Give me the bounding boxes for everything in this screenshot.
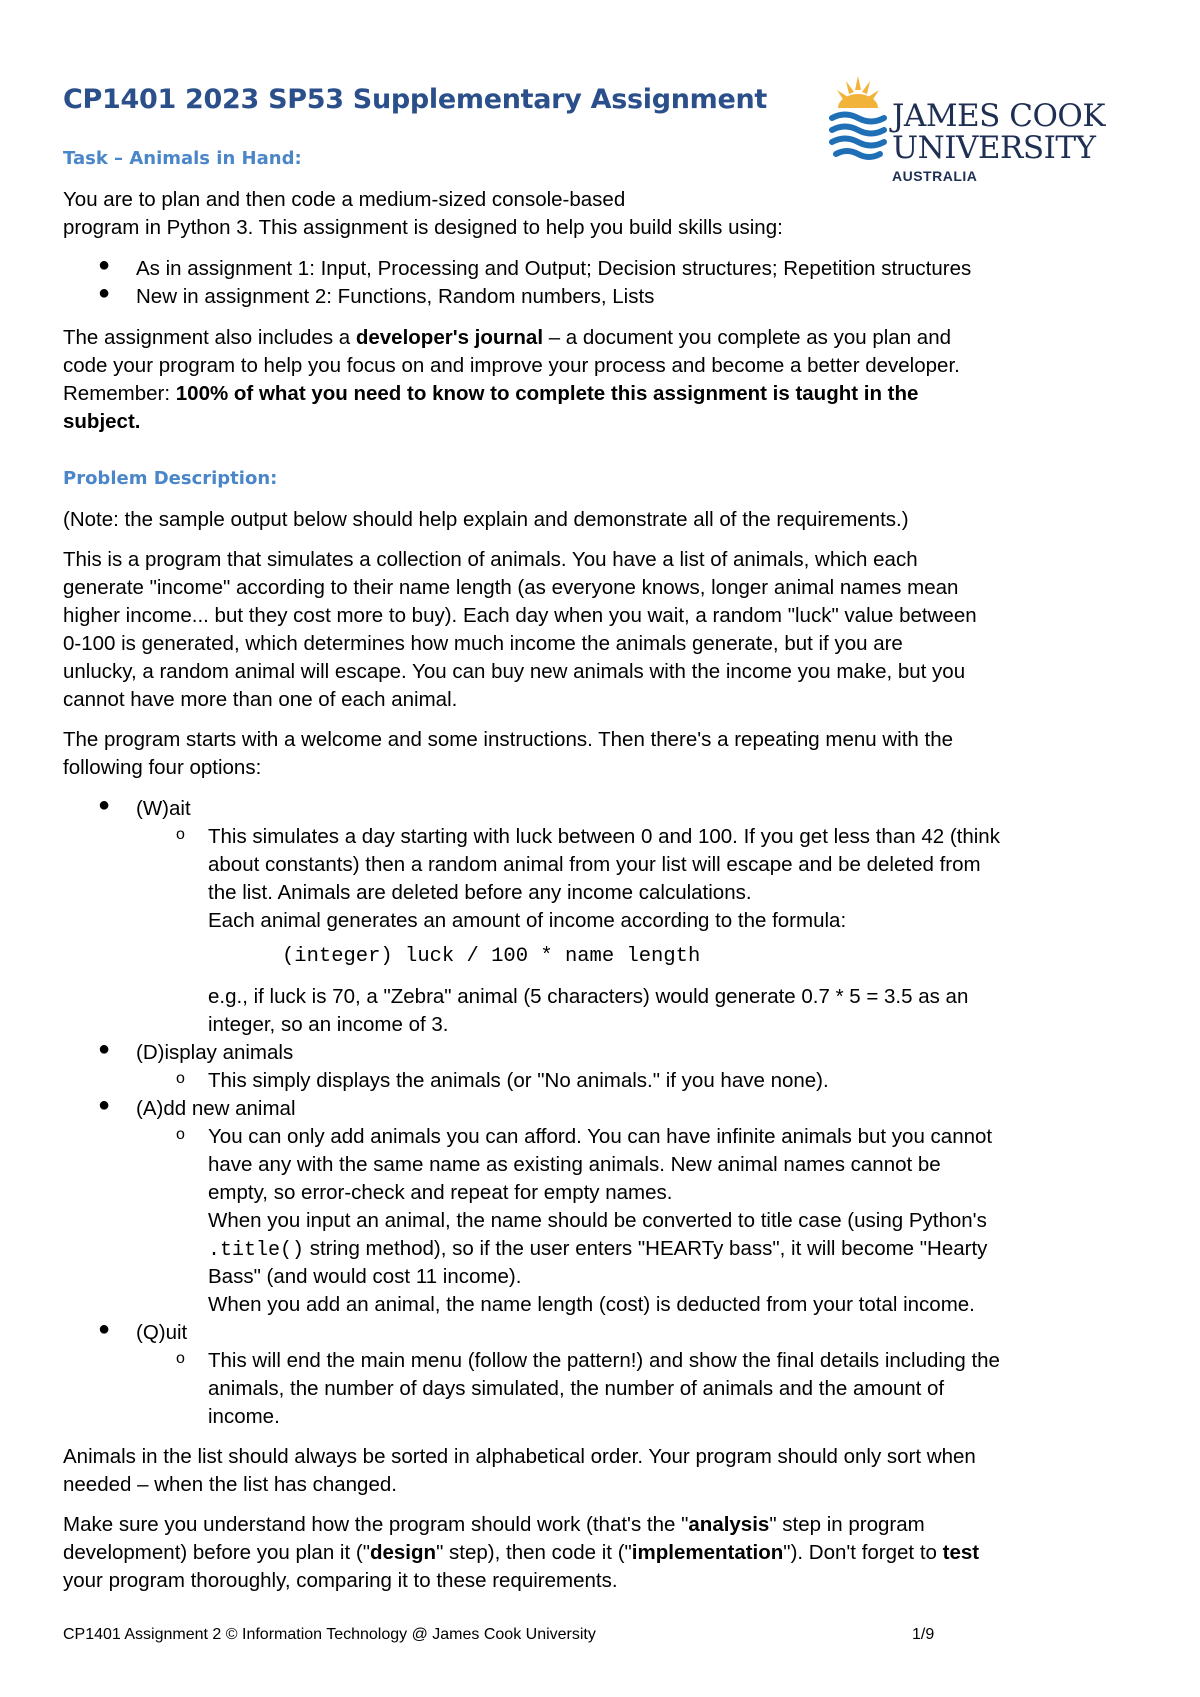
intro-line-1: You are to plan and then code a medium-sized console-based [63,188,626,211]
journal-paragraph: The assignment also includes a developer's journal – a document you complete as you plan and [63,326,952,349]
sub-bullet-icon: o [176,826,185,843]
sub-bullet-icon: o [176,1350,185,1367]
logo-line-2: UNIVERSITY [892,130,1096,166]
wait-line: This simulates a day starting with luck between 0 and 100. If you get less than 42 (think [208,825,1000,848]
wait-example: e.g., if luck is 70, a "Zebra" animal (5 characters) would generate 0.7 * 5 = 3.5 as an [208,985,969,1008]
bullet-icon: ● [98,794,111,816]
note-paragraph: (Note: the sample output below should help explain and demonstrate all of the requirements.) [63,508,909,531]
bullet-icon: ● [98,1318,111,1340]
problem-heading: Problem Description: [63,468,278,489]
sun-wave-emblem-icon [826,76,890,176]
desc-line: This is a program that simulates a collection of animals. You have a list of animals, which each [63,548,918,571]
desc-line: cannot have more than one of each animal. [63,688,458,711]
add-line: Bass" (and would cost 11 income). [208,1265,522,1288]
income-formula: (integer) luck / 100 * name length [282,945,701,968]
display-line: This simply displays the animals (or "No animals." if you have none). [208,1069,829,1092]
logo-line-3: AUSTRALIA [892,168,978,184]
desc-line: 0-100 is generated, which determines how much income the animals generate, but if you are [63,632,903,655]
add-option-label: (A)dd new animal [136,1097,296,1120]
bullet-icon: ● [98,254,111,276]
menu-intro-line: following four options: [63,756,262,779]
sorted-line: Animals in the list should always be sorted in alphabetical order. Your program should only sort when [63,1445,976,1468]
bullet-icon: ● [98,282,111,304]
display-option-label: (D)isplay animals [136,1041,294,1064]
wait-line: about constants) then a random animal from your list will escape and be deleted from [208,853,981,876]
journal-line-2: code your program to help you focus on and improve your process and become a better developer. [63,354,960,377]
wait-line: the list. Animals are deleted before any income calculations. [208,881,752,904]
add-line: When you input an animal, the name should be converted to title case (using Python's [208,1209,987,1232]
wait-option-label: (W)ait [136,797,191,820]
list-item: New in assignment 2: Functions, Random numbers, Lists [136,285,655,308]
bullet-icon: ● [98,1038,111,1060]
add-title-line: .title() string method), so if the user enters "HEARTy bass", it will become "Hearty [208,1237,988,1262]
sub-bullet-icon: o [176,1070,185,1087]
sub-bullet-icon: o [176,1126,185,1143]
add-line: When you add an animal, the name length (cost) is deducted from your total income. [208,1293,975,1316]
desc-line: unlucky, a random animal will escape. You can buy new animals with the income you make, but you [63,660,966,683]
wait-line: Each animal generates an amount of income according to the formula: [208,909,847,932]
final-line: Make sure you understand how the program should work (that's the "analysis" step in program [63,1513,925,1536]
page-number: 1/9 [912,1626,935,1643]
menu-intro-line: The program starts with a welcome and some instructions. Then there's a repeating menu with the [63,728,954,751]
quit-line: income. [208,1405,280,1428]
add-line: have any with the same name as existing animals. New animal names cannot be [208,1153,941,1176]
quit-line: This will end the main menu (follow the pattern!) and show the final details including the [208,1349,1000,1372]
task-heading: Task – Animals in Hand: [63,148,302,169]
footer-text: CP1401 Assignment 2 © Information Technology @ James Cook University [63,1626,596,1643]
quit-option-label: (Q)uit [136,1321,188,1344]
final-line: your program thoroughly, comparing it to these requirements. [63,1569,618,1592]
logo-line-1: JAMES COOK [892,98,1105,134]
remember-line: Remember: 100% of what you need to know to complete this assignment is taught in the [63,382,919,405]
add-line: empty, so error-check and repeat for empty names. [208,1181,673,1204]
desc-line: higher income... but they cost more to buy). Each day when you wait, a random "luck" value between [63,604,977,627]
bullet-icon: ● [98,1094,111,1116]
intro-line-2: program in Python 3. This assignment is designed to help you build skills using: [63,216,783,239]
list-item: As in assignment 1: Input, Processing and Output; Decision structures; Repetition structures [136,257,972,280]
final-line: development) before you plan it ("design" step), then code it ("implementation"). Don't forget to test [63,1541,980,1564]
remember-line-2: subject. [63,410,141,433]
university-logo [826,76,1105,186]
wait-example: integer, so an income of 3. [208,1013,449,1036]
sorted-line: needed – when the list has changed. [63,1473,397,1496]
add-line: You can only add animals you can afford. You can have infinite animals but you cannot [208,1125,993,1148]
page-title: CP1401 2023 SP53 Supplementary Assignment [63,84,768,115]
desc-line: generate "income" according to their name length (as everyone knows, longer animal names mean [63,576,959,599]
quit-line: animals, the number of days simulated, the number of animals and the amount of [208,1377,945,1400]
